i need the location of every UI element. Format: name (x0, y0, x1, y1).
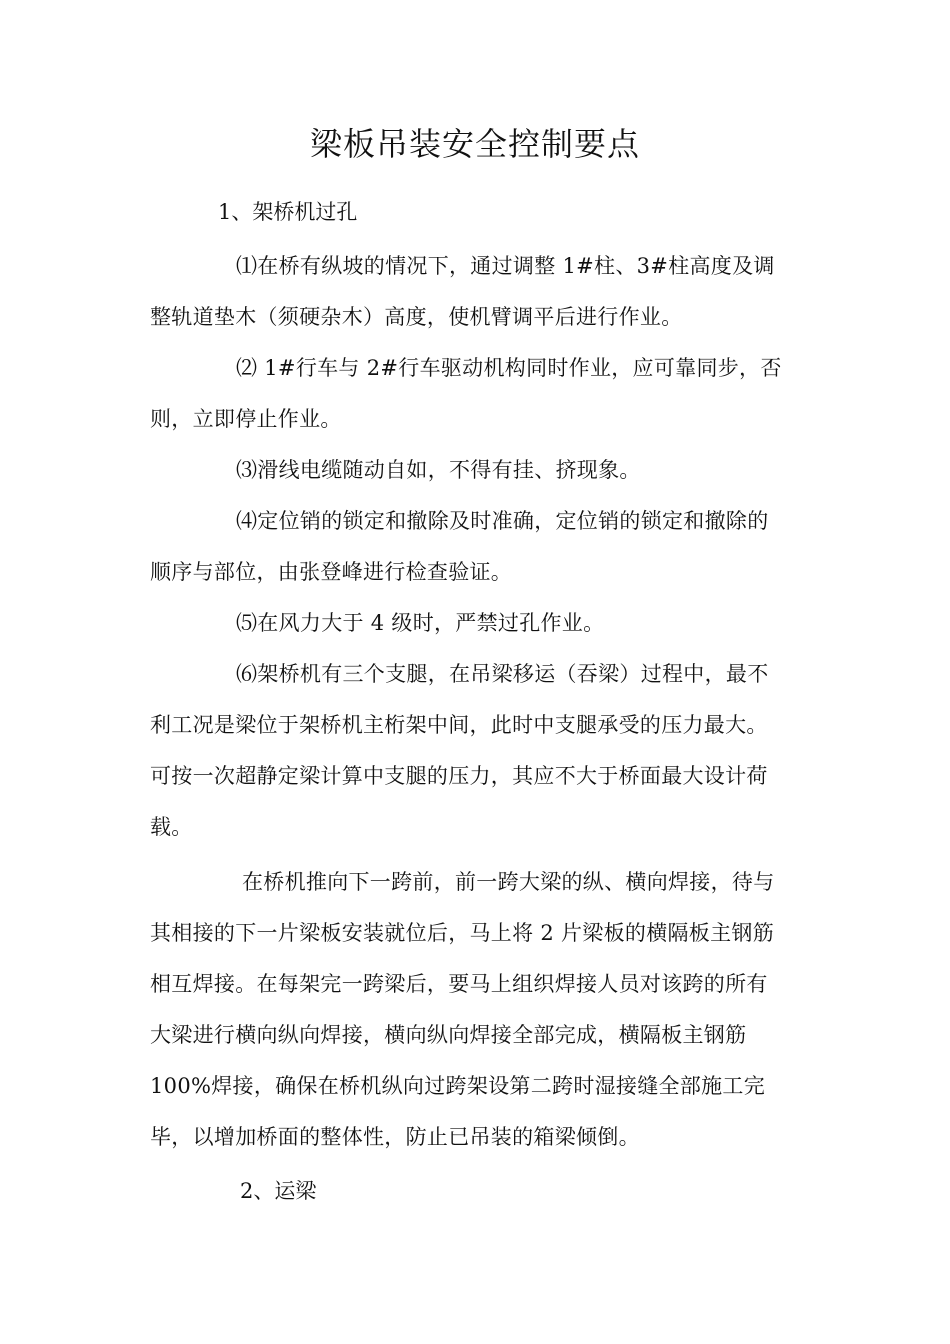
paragraph-line: ⑷定位销的锁定和撤除及时准确，定位销的锁定和撤除的 (236, 509, 769, 533)
paragraph-line: ⑵ 1#行车与 2#行车驱动机构同时作业，应可靠同步，否 (236, 356, 782, 380)
paragraph-line: 载。 (150, 815, 193, 839)
paragraph-line: 毕，以增加桥面的整体性，防止已吊装的箱梁倾倒。 (150, 1125, 640, 1149)
section-heading-1: 1、架桥机过孔 (218, 200, 358, 224)
paragraph-line: 其相接的下一片梁板安装就位后，马上将 2 片梁板的横隔板主钢筋 (150, 921, 775, 945)
list-item (150, 343, 810, 445)
paragraph-line: 100%焊接，确保在桥机纵向过跨架设第二跨时湿接缝全部施工完 (150, 1074, 766, 1098)
paragraph-line: 利工况是梁位于架桥机主桁架中间，此时中支腿承受的压力最大。 (150, 713, 768, 737)
section-heading-2: 2、运梁 (240, 1179, 317, 1203)
paragraph-line: 相互焊接。在每架完一跨梁后，要马上组织焊接人员对该跨的所有 (150, 972, 768, 996)
paragraph-line: 顺序与部位，由张登峰进行检查验证。 (150, 560, 513, 584)
paragraph-line: 整轨道垫木（须硬杂木）高度，使机臂调平后进行作业。 (150, 305, 683, 329)
paragraph-line: ⑴在桥有纵坡的情况下，通过调整 1#柱、3#柱高度及调 (236, 254, 775, 278)
paragraph-line: ⑸在风力大于 4 级时，严禁过孔作业。 (236, 611, 605, 635)
list-item (150, 496, 810, 598)
paragraph-line: 则，立即停止作业。 (150, 407, 342, 431)
paragraph-line: ⑹架桥机有三个支腿，在吊梁移运（吞梁）过程中，最不 (236, 662, 769, 686)
document-title: 梁板吊装安全控制要点 (309, 125, 640, 163)
paragraph (150, 857, 810, 1163)
paragraph-line: 可按一次超静定梁计算中支腿的压力，其应不大于桥面最大设计荷 (150, 764, 768, 788)
list-item (150, 445, 810, 496)
list-item (150, 598, 810, 649)
paragraph-line: 在桥机推向下一跨前，前一跨大梁的纵、横向焊接，待与 (242, 870, 775, 894)
list-item (150, 241, 810, 343)
paragraph-line: ⑶滑线电缆随动自如，不得有挂、挤现象。 (236, 458, 641, 482)
list-item (150, 649, 810, 853)
paragraph-line: 大梁进行横向纵向焊接，横向纵向焊接全部完成，横隔板主钢筋 (150, 1023, 747, 1047)
